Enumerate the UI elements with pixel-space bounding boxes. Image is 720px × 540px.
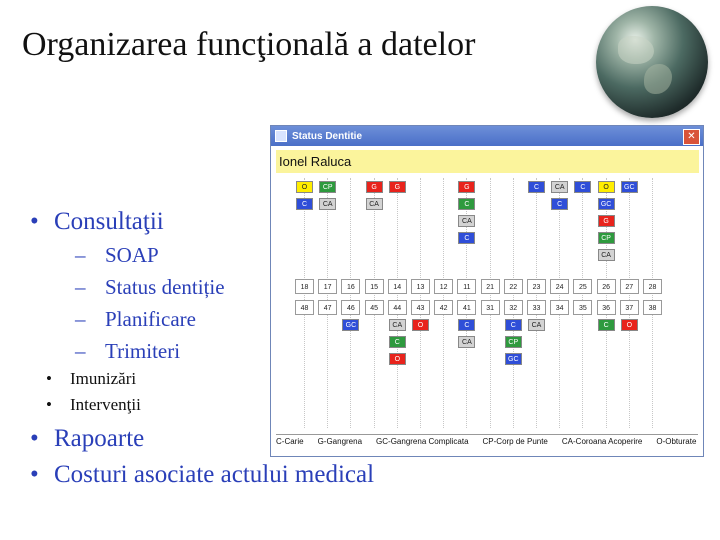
bullet-icon: • — [30, 208, 39, 235]
lower-tooth-31[interactable]: 31 — [481, 300, 500, 315]
window-app-icon — [275, 130, 287, 142]
lower-tooth-34[interactable]: 34 — [550, 300, 569, 315]
lower-tooth-46[interactable]: 46 — [341, 300, 360, 315]
lower-tooth-44[interactable]: 44 — [388, 300, 407, 315]
legend-item: CP-Corp de Punte — [482, 437, 548, 446]
lower-tooth-47[interactable]: 47 — [318, 300, 337, 315]
legend-item: CA-Coroana Acoperire — [561, 437, 643, 446]
upper-mark-c[interactable]: C — [551, 198, 568, 210]
bullet-consultatii: • Consultaţii — [30, 208, 164, 235]
lower-mark-c[interactable]: C — [505, 319, 522, 331]
window-titlebar[interactable] — [271, 126, 703, 146]
lower-mark-gc[interactable]: GC — [342, 319, 359, 331]
upper-mark-o[interactable]: O — [296, 181, 313, 193]
sub-bullet-trimiteri: – Trimiteri — [75, 339, 181, 363]
upper-tooth-25[interactable]: 25 — [573, 279, 592, 294]
upper-mark-ca[interactable]: CA — [551, 181, 568, 193]
lower-mark-ca[interactable]: CA — [528, 319, 545, 331]
upper-mark-g[interactable]: G — [389, 181, 406, 193]
lower-mark-c[interactable]: C — [458, 319, 475, 331]
legend-item: G-Gangrena — [317, 437, 363, 446]
lower-mark-ca[interactable]: CA — [458, 336, 475, 348]
lower-tooth-37[interactable]: 37 — [620, 300, 639, 315]
upper-tooth-22[interactable]: 22 — [504, 279, 523, 294]
upper-mark-ca[interactable]: CA — [366, 198, 383, 210]
lower-tooth-41[interactable]: 41 — [457, 300, 476, 315]
bullet-imunizari: • Imunizări — [46, 369, 137, 388]
lower-mark-o[interactable]: O — [621, 319, 638, 331]
upper-tooth-27[interactable]: 27 — [620, 279, 639, 294]
lower-mark-o[interactable]: O — [412, 319, 429, 331]
upper-mark-ca[interactable]: CA — [458, 215, 475, 227]
upper-mark-c[interactable]: C — [528, 181, 545, 193]
window-title: Status Dentitie — [292, 130, 363, 142]
sub-bullet-soap: – SOAP — [75, 243, 159, 267]
legend-item: O-Obturate — [656, 437, 697, 446]
upper-mark-gc[interactable]: GC — [598, 198, 615, 210]
sub-bullet-status-dentitie: – Status dentiție — [75, 275, 225, 299]
legend — [276, 434, 698, 446]
close-button[interactable]: ✕ — [683, 129, 700, 145]
upper-mark-ca[interactable]: CA — [598, 249, 615, 261]
legend-item: GC-Gangrena Complicata — [376, 437, 469, 446]
upper-mark-c[interactable]: C — [458, 198, 475, 210]
upper-mark-g[interactable]: G — [458, 181, 475, 193]
legend-item: C-Carie — [276, 437, 304, 446]
upper-mark-gc[interactable]: GC — [621, 181, 638, 193]
upper-mark-cp[interactable]: CP — [598, 232, 615, 244]
upper-mark-c[interactable]: C — [296, 198, 313, 210]
lower-mark-o[interactable]: O — [389, 353, 406, 365]
lower-tooth-43[interactable]: 43 — [411, 300, 430, 315]
upper-tooth-11[interactable]: 11 — [457, 279, 476, 294]
lower-mark-ca[interactable]: CA — [389, 319, 406, 331]
lower-mark-cp[interactable]: CP — [505, 336, 522, 348]
lower-tooth-35[interactable]: 35 — [573, 300, 592, 315]
globe-logo — [596, 6, 708, 118]
upper-mark-o[interactable]: O — [598, 181, 615, 193]
upper-mark-c[interactable]: C — [574, 181, 591, 193]
lower-tooth-32[interactable]: 32 — [504, 300, 523, 315]
lower-tooth-36[interactable]: 36 — [597, 300, 616, 315]
status-dentitie-window — [270, 125, 704, 457]
upper-mark-g[interactable]: G — [598, 215, 615, 227]
upper-tooth-15[interactable]: 15 — [365, 279, 384, 294]
lower-tooth-48[interactable]: 48 — [295, 300, 314, 315]
lower-mark-c[interactable]: C — [598, 319, 615, 331]
lower-tooth-45[interactable]: 45 — [365, 300, 384, 315]
upper-tooth-12[interactable]: 12 — [434, 279, 453, 294]
lower-tooth-42[interactable]: 42 — [434, 300, 453, 315]
lower-mark-c[interactable]: C — [389, 336, 406, 348]
upper-tooth-24[interactable]: 24 — [550, 279, 569, 294]
upper-mark-c[interactable]: C — [458, 232, 475, 244]
bullet-costuri: • Costuri asociate actului medical — [30, 461, 375, 488]
upper-tooth-16[interactable]: 16 — [341, 279, 360, 294]
upper-tooth-26[interactable]: 26 — [597, 279, 616, 294]
upper-tooth-17[interactable]: 17 — [318, 279, 337, 294]
patient-name: Ionel Raluca — [276, 150, 699, 173]
sub-bullet-planificare: – Planificare — [75, 307, 196, 331]
bullet-interventii: • Intervenţii — [46, 395, 141, 414]
slide-title: Organizarea funcţională a datelor — [22, 26, 476, 63]
upper-tooth-28[interactable]: 28 — [643, 279, 662, 294]
upper-tooth-18[interactable]: 18 — [295, 279, 314, 294]
upper-tooth-23[interactable]: 23 — [527, 279, 546, 294]
upper-tooth-14[interactable]: 14 — [388, 279, 407, 294]
lower-tooth-33[interactable]: 33 — [527, 300, 546, 315]
bullet-rapoarte: • Rapoarte — [30, 425, 145, 452]
upper-mark-cp[interactable]: CP — [319, 181, 336, 193]
lower-tooth-38[interactable]: 38 — [643, 300, 662, 315]
upper-mark-g[interactable]: G — [366, 181, 383, 193]
lower-mark-gc[interactable]: GC — [505, 353, 522, 365]
upper-tooth-13[interactable]: 13 — [411, 279, 430, 294]
upper-tooth-21[interactable]: 21 — [481, 279, 500, 294]
upper-mark-ca[interactable]: CA — [319, 198, 336, 210]
